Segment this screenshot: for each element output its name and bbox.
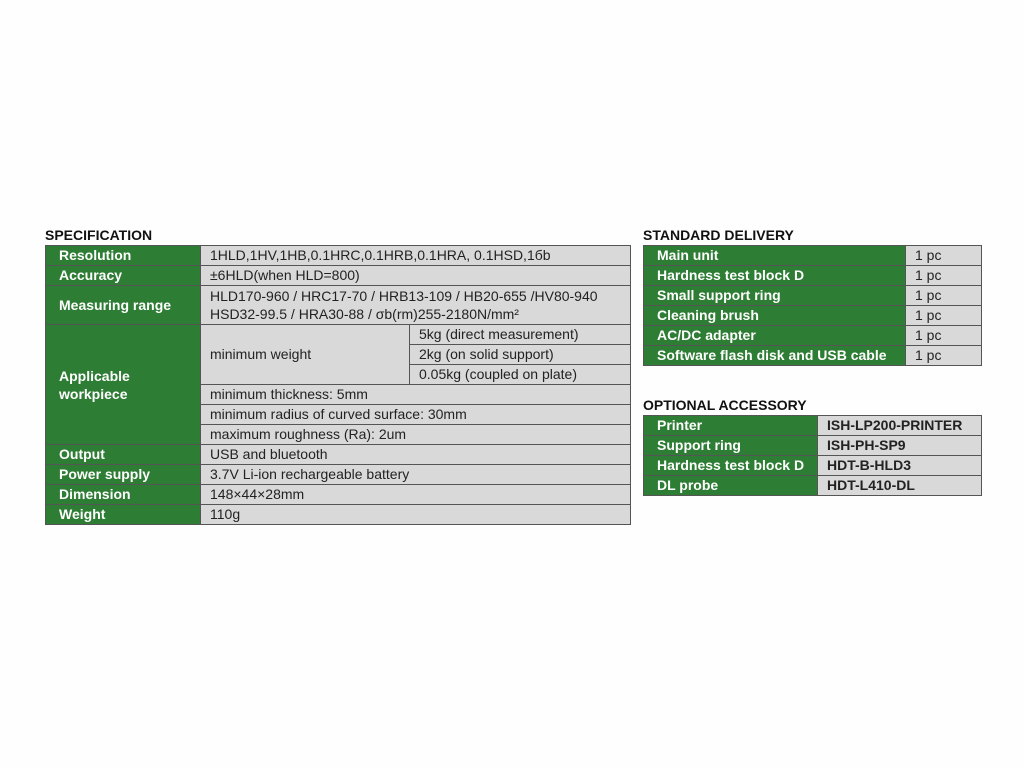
- table-row: [644, 286, 982, 306]
- delivery-item-name: Cleaning brush: [644, 306, 906, 326]
- weight-label: Weight: [46, 505, 201, 525]
- minimum-radius-value: minimum radius of curved surface: 30mm: [201, 405, 631, 425]
- specification-table: [45, 245, 631, 525]
- standard-delivery-table: [643, 245, 982, 366]
- standard-delivery-panel: [643, 227, 982, 366]
- power-supply-label: Power supply: [46, 465, 201, 485]
- applicable-workpiece-label-line-2: workpiece: [59, 385, 128, 402]
- table-row: [644, 436, 982, 456]
- delivery-item-qty: 1 pc: [906, 266, 982, 286]
- optional-accessory-panel: [643, 397, 982, 496]
- min-weight-option: 0.05kg (coupled on plate): [410, 365, 631, 385]
- delivery-item-qty: 1 pc: [906, 286, 982, 306]
- spec-row-output: [46, 445, 631, 465]
- output-label: Output: [46, 445, 201, 465]
- measuring-range-label: Measuring range: [46, 286, 201, 325]
- table-row: [644, 346, 982, 366]
- maximum-roughness-value: maximum roughness (Ra): 2um: [201, 425, 631, 445]
- measuring-range-line-1: HLD170-960 / HRC17-70 / HRB13-109 / HB20-655 /HV80-940: [210, 288, 598, 304]
- optional-accessory-title: OPTIONAL ACCESSORY: [643, 397, 807, 413]
- minimum-thickness-value: minimum thickness: 5mm: [201, 385, 631, 405]
- table-row: [644, 266, 982, 286]
- accuracy-label: Accuracy: [46, 266, 201, 286]
- spec-row-accuracy: [46, 266, 631, 286]
- table-row: [644, 456, 982, 476]
- spec-row-weight: [46, 505, 631, 525]
- minimum-weight-label: minimum weight: [201, 325, 410, 385]
- delivery-item-qty: 1 pc: [906, 246, 982, 266]
- accessory-code: HDT-L410-DL: [818, 476, 982, 496]
- standard-delivery-title: STANDARD DELIVERY: [643, 227, 794, 243]
- delivery-item-name: Main unit: [644, 246, 906, 266]
- optional-accessory-table: [643, 415, 982, 496]
- output-value: USB and bluetooth: [201, 445, 631, 465]
- table-row: [644, 306, 982, 326]
- accessory-code: HDT-B-HLD3: [818, 456, 982, 476]
- delivery-item-name: Hardness test block D: [644, 266, 906, 286]
- measuring-range-line-2: HSD32-99.5 / HRA30-88 / σb(rm)255-2180N/mm²: [210, 306, 519, 322]
- delivery-item-qty: 1 pc: [906, 326, 982, 346]
- accessory-name: Support ring: [644, 436, 818, 456]
- dimension-value: 148×44×28mm: [201, 485, 631, 505]
- resolution-value: 1HLD,1HV,1HB,0.1HRC,0.1HRB,0.1HRA, 0.1HSD,1бb: [201, 246, 631, 266]
- dimension-label: Dimension: [46, 485, 201, 505]
- delivery-item-name: Small support ring: [644, 286, 906, 306]
- spec-row-resolution: [46, 246, 631, 266]
- accessory-name: Hardness test block D: [644, 456, 818, 476]
- table-row: [644, 476, 982, 496]
- delivery-item-name: AC/DC adapter: [644, 326, 906, 346]
- measuring-range-value: [201, 286, 631, 325]
- table-row: [644, 326, 982, 346]
- accessory-code: ISH-PH-SP9: [818, 436, 982, 456]
- weight-value: 110g: [201, 505, 631, 525]
- table-row: [644, 416, 982, 436]
- accessory-name: DL probe: [644, 476, 818, 496]
- delivery-item-name: Software flash disk and USB cable: [644, 346, 906, 366]
- table-row: [644, 246, 982, 266]
- delivery-item-qty: 1 pc: [906, 346, 982, 366]
- resolution-label: Resolution: [46, 246, 201, 266]
- accuracy-value: ±6HLD(when HLD=800): [201, 266, 631, 286]
- spec-row-dimension: [46, 485, 631, 505]
- accessory-name: Printer: [644, 416, 818, 436]
- applicable-workpiece-label: [46, 325, 201, 445]
- delivery-item-qty: 1 pc: [906, 306, 982, 326]
- spec-row-power-supply: [46, 465, 631, 485]
- specification-panel: [45, 227, 631, 525]
- spec-row-workpiece-weight-1: [46, 325, 631, 345]
- accessory-code: ISH-LP200-PRINTER: [818, 416, 982, 436]
- power-supply-value: 3.7V Li-ion rechargeable battery: [201, 465, 631, 485]
- spec-row-measuring-range: [46, 286, 631, 325]
- applicable-workpiece-label-line-1: Applicable: [59, 367, 130, 384]
- min-weight-option: 2kg (on solid support): [410, 345, 631, 365]
- min-weight-option: 5kg (direct measurement): [410, 325, 631, 345]
- specification-title: SPECIFICATION: [45, 227, 153, 243]
